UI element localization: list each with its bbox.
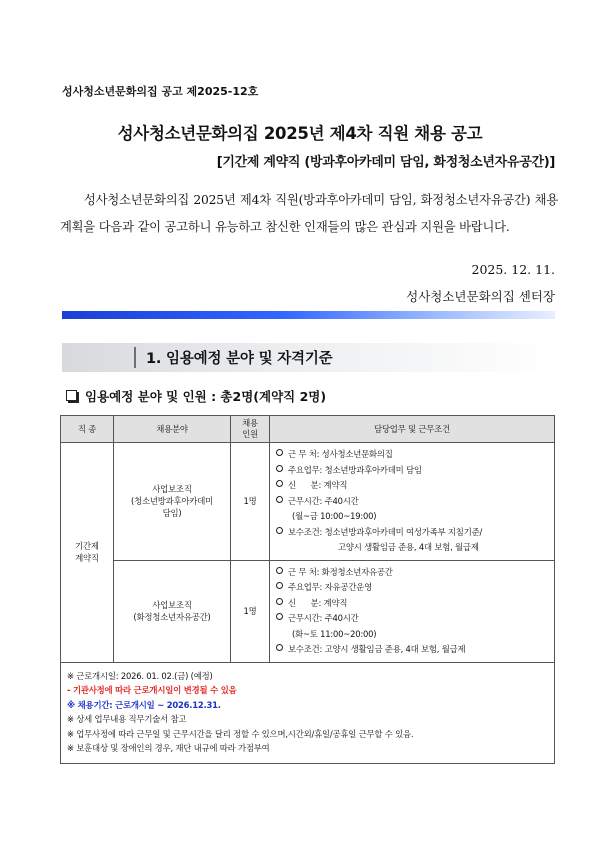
page-title: 성사청소년문화의집 2025년 제4차 직원 채용 공고 [117, 124, 483, 143]
condition-item: 신 분: 계약직 [276, 596, 546, 612]
conditions-cell [270, 560, 555, 662]
section-1-title: 1. 임용예정 분야 및 자격기준 [146, 351, 333, 367]
table-row [61, 443, 555, 561]
page-subtitle: [기간제 계약직 (방과후아카데미 담임, 화정청소년자유공간)] [216, 155, 555, 170]
circle-bullet-icon [276, 644, 283, 651]
table-header-row [61, 416, 555, 443]
field-cell: 사업보조직 (화정청소년자유공간) [114, 560, 231, 662]
condition-item: 보수조건: 청소년방과후아카데미 여성가족부 지침기준/ [276, 525, 546, 541]
condition-item: 주요업무: 청소년방과후아카데미 담임 [276, 463, 546, 479]
note-item: ※ 상세 업무내용 직무기술서 참고 [67, 714, 187, 724]
notice-date: 2025. 12. 11. [471, 262, 555, 277]
note-item: ※ 업무사정에 따라 근무일 및 근무시간을 달리 정할 수 있으며,시간외/휴일/공휴일 근무할 수 있음. [67, 728, 414, 739]
circle-bullet-icon [276, 527, 283, 534]
conditions-cell [270, 443, 555, 561]
field-cell: 사업보조직 (청소년방과후아카데미 담임) [114, 443, 231, 561]
signer: 성사청소년문화의집 센터장 [406, 289, 555, 304]
table-row [61, 560, 555, 662]
header-duties: 담당업무 및 근무조건 [270, 416, 555, 443]
count-cell: 1명 [231, 443, 270, 561]
condition-item: 근무시간: 주40시간 [276, 494, 546, 510]
circle-bullet-icon [276, 465, 283, 472]
header-count: 채용 인원 [231, 416, 270, 443]
circle-bullet-icon [276, 496, 283, 503]
circle-bullet-icon [276, 582, 283, 589]
circle-bullet-icon [276, 567, 283, 574]
condition-continuation: (월~금 10:00~19:00) [292, 511, 377, 521]
condition-item: 근 무 처: 화정청소년자유공간 [276, 565, 546, 581]
circle-bullet-icon [276, 449, 283, 456]
section-accent-bar [134, 347, 136, 368]
condition-continuation: (화~토 11:00~20:00) [292, 628, 377, 639]
header-field: 채용분야 [114, 416, 231, 443]
notice-number: 성사청소년문화의집 공고 제2025-12호 [62, 85, 259, 98]
job-type-cell: 기간제 계약직 [61, 443, 114, 663]
circle-bullet-icon [276, 480, 283, 487]
condition-item: 근 무 처: 성사청소년문화의집 [276, 447, 546, 463]
intro-paragraph: 성사청소년문화의집 2025년 제4차 직원(방과후아카데미 담임, 화정청소년자유공간) 채용 계획을 다음과 같이 공고하니 유능하고 참신한 인재들의 많은 관심과 지원을 바랍니다. [60, 193, 558, 234]
count-cell: 1명 [231, 560, 270, 662]
recruitment-subheading-text: 임용예정 분야 및 인원 : 총2명(계약직 2명) [85, 389, 327, 404]
title-divider-bar [62, 311, 555, 319]
circle-bullet-icon [276, 598, 283, 605]
condition-continuation: 고양시 생활임금 준용, 4대 보험, 월급제 [338, 542, 479, 552]
notes-row [61, 662, 555, 763]
condition-item: 근무시간: 주40시간 [276, 611, 546, 627]
note-item-warning: - 기관사정에 따라 근로개시일이 변경될 수 있음 [67, 685, 237, 695]
condition-item: 보수조건: 고양시 생활임금 준용, 4대 보험, 월급제 [276, 642, 546, 658]
checkbox-square-icon [66, 390, 77, 401]
note-item: ※ 보훈대상 및 장애인의 경우, 재단 내규에 따라 가점부여 [67, 743, 270, 753]
section-1-header [62, 343, 555, 372]
circle-bullet-icon [276, 613, 283, 620]
condition-item: 주요업무: 자유공간운영 [276, 580, 546, 596]
notes-cell [61, 662, 555, 763]
recruitment-subheading [66, 387, 326, 405]
note-item: ※ 근로개시일: 2026. 01. 02.(금) (예정) [67, 670, 213, 681]
recruitment-table [60, 415, 555, 764]
header-type: 직 종 [61, 416, 114, 443]
condition-item: 신 분: 계약직 [276, 478, 546, 494]
note-item-period: ※ 채용기간: 근로개시일 ~ 2026.12.31. [67, 699, 221, 710]
